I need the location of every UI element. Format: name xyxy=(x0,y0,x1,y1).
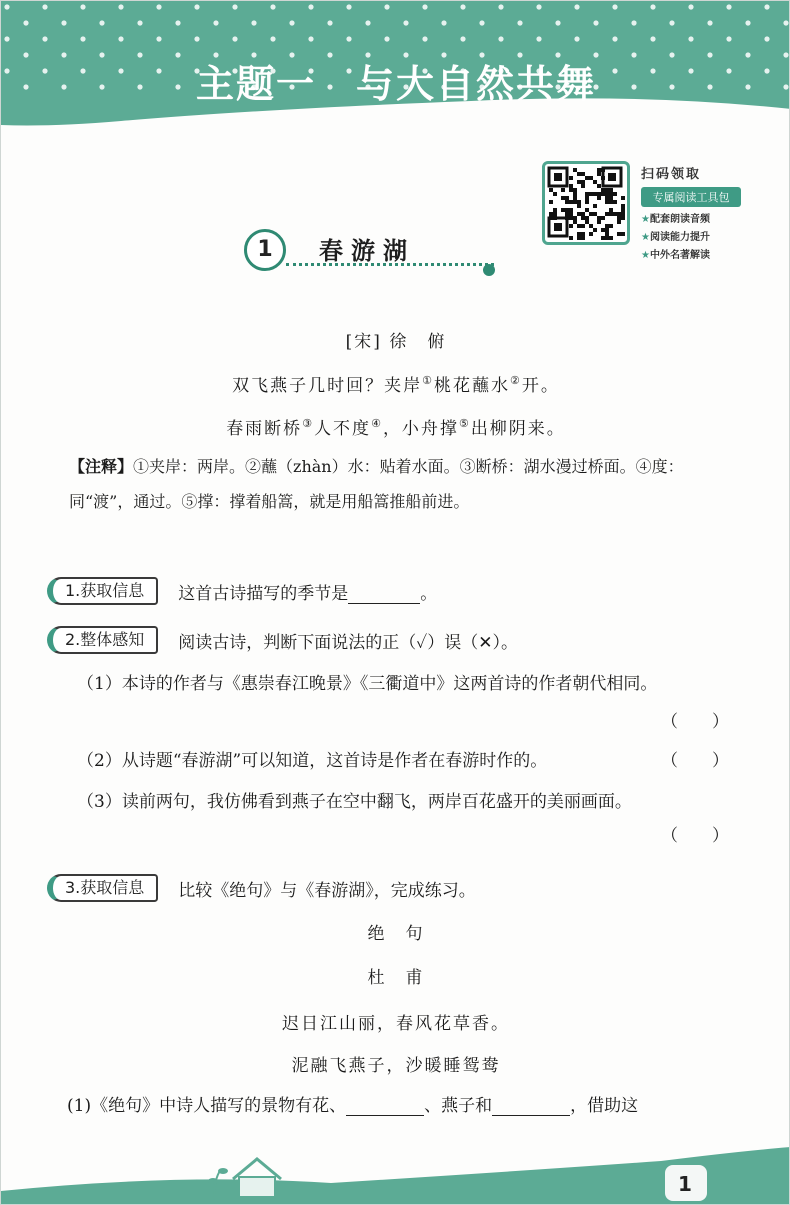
question-3 xyxy=(47,873,476,903)
compare-poem-line-1: 迟日江山丽，春风花草香。 xyxy=(282,1014,510,1034)
answer-paren[interactable]: （ ） xyxy=(661,751,729,771)
statement-2: （2）从诗题“春游湖”可以知道，这首诗是作者在春游时作的。 xyxy=(77,751,548,771)
question-label: 1.获取信息 xyxy=(47,577,158,605)
poem-line-2: 春雨断桥③人不度④，小舟撑⑤出柳阴来。 xyxy=(226,417,566,439)
question-1 xyxy=(47,576,437,606)
subquestion-1: (1)《绝句》中诗人描写的景物有花、 、燕子和 ，借助这 xyxy=(67,1096,639,1116)
question-text: 这首古诗描写的季节是 。 xyxy=(178,583,438,604)
answer-blank[interactable] xyxy=(348,588,420,604)
compare-poem-title: 绝 句 xyxy=(367,924,425,944)
question-label: 3.获取信息 xyxy=(47,874,158,902)
question-text: 比较《绝句》与《春游湖》，完成练习。 xyxy=(178,880,476,901)
star-icon: ★ xyxy=(641,232,650,243)
question-text: 阅读古诗，判断下面说法的正（✓）误（✕）。 xyxy=(178,632,518,653)
question-label: 2.整体感知 xyxy=(47,626,158,654)
star-icon: ★ xyxy=(641,214,650,225)
qr-feature: ★中外名著解读 xyxy=(641,250,710,261)
qr-feature: ★配套朗读音频 xyxy=(641,214,710,225)
qr-feature: ★阅读能力提升 xyxy=(641,232,710,243)
statement-3: （3）读前两句，我仿佛看到燕子在空中翻飞，两岸百花盛开的美丽画面。 xyxy=(77,792,632,812)
compare-poem-author: 杜 甫 xyxy=(367,968,425,988)
notes-tag: 【注释】 xyxy=(69,457,134,476)
lesson-title: 春游湖 xyxy=(319,237,415,265)
poem-notes: 【注释】①夹岸：两岸。②蘸（zhàn）水：贴着水面。③断桥：湖水漫过桥面。④度：同“渡”，通过。⑤撑：撑着船篙，就是用船篙推船前进。 xyxy=(69,457,684,511)
answer-paren[interactable]: （ ） xyxy=(661,712,729,732)
qr-heading: 扫码领取 xyxy=(641,167,702,182)
page-number: 1 xyxy=(678,1172,692,1196)
statement-1: （1）本诗的作者与《惠崇春江晚景》《三衢道中》这两首诗的作者朝代相同。 xyxy=(77,674,658,694)
qr-toolkit-badge: 专属阅读工具包 xyxy=(641,187,741,207)
answer-blank[interactable] xyxy=(492,1100,570,1116)
poem-author: [宋] 徐 俯 xyxy=(345,332,447,352)
heading-dot xyxy=(483,264,495,276)
qr-promo xyxy=(641,163,741,261)
qr-code[interactable] xyxy=(542,161,630,245)
answer-blank[interactable] xyxy=(346,1100,424,1116)
poem-line-1: 双飞燕子几时回？夹岸①桃花蘸水②开。 xyxy=(232,374,560,396)
compare-poem-line-2: 泥融飞燕子，沙暖睡鸳鸯 xyxy=(291,1056,501,1076)
page-title: 主题一 与大自然共舞 xyxy=(195,62,596,106)
lesson-number-badge: 1 xyxy=(244,229,286,271)
question-2 xyxy=(47,625,518,655)
answer-paren[interactable]: （ ） xyxy=(661,826,729,846)
star-icon: ★ xyxy=(641,250,650,261)
